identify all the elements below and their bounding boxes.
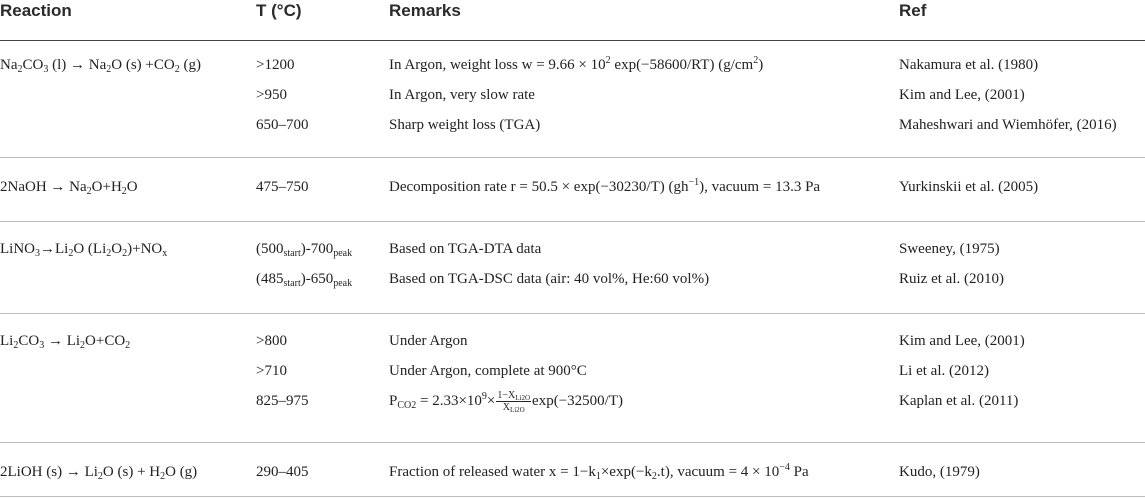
remarks-cell: Based on TGA-DSC data (air: 40 vol%, He:60 vol%) [389, 271, 710, 287]
remarks-cell: Under Argon, complete at 900°C [389, 363, 587, 379]
reaction-cell: 2NaOH → $Na_2O+H_2O$ [0, 179, 138, 197]
temperature-cell: $(500_{start})-700_{peak}$ [256, 241, 353, 259]
header-ref: Ref [899, 1, 927, 20]
temperature-cell: 475–750 [256, 179, 309, 195]
ref-cell: Nakamura et al. (1980) [899, 57, 1039, 73]
temperature-cell: 825–975 [256, 393, 309, 409]
row-divider [0, 313, 1145, 314]
pco2-equation: $P_{CO2} = 2.33\times 10^9\times$ $\frac{1-X_{Li2O}}{X_{Li2O}}$ exp(−32500/T) [389, 390, 623, 415]
reaction-cell: $Na_2CO_3$ $(l) \to Na_2O$ $(s) +CO_2$ (g) [0, 57, 201, 75]
ref-cell: Maheshwari and Wiemhöfer, (2016) [899, 117, 1117, 133]
remarks-cell: Sharp weight loss (TGA) [389, 117, 541, 133]
temperature-cell: 650–700 [256, 117, 309, 133]
row-divider [0, 221, 1145, 222]
ref-cell: Kim and Lee, (2001) [899, 87, 1025, 103]
temperature-cell: $(485_{start})-650_{peak}$ [256, 271, 353, 289]
header-temperature: T (°C) [256, 1, 302, 20]
header-reaction: Reaction [0, 1, 72, 20]
remarks-cell: Under Argon [389, 333, 468, 349]
fraction: $\frac{1-X_{Li2O}}{X_{Li2O}}$ [497, 390, 531, 415]
ref-cell: Kaplan et al. (2011) [899, 393, 1019, 409]
reaction-cell: 2LiOH $(s) \to Li_2O$ $(s) + H_2O$ (g) [0, 464, 198, 482]
ref-cell: Yurkinskii et al. (2005) [899, 179, 1039, 195]
reaction-cell: $Li_2CO_3 \to Li_2O+CO_2$ [0, 333, 131, 351]
row-divider [0, 157, 1145, 158]
ref-cell: Li et al. (2012) [899, 363, 989, 379]
remarks-cell: Decomposition rate r = 50.5 × exp(−30230/T) $(gh^{-1})$, vacuum = 13.3 Pa [389, 177, 821, 195]
temperature-cell: 290–405 [256, 464, 309, 480]
temperature-cell: >950 [256, 87, 287, 103]
remarks-cell: Fraction of released water $x = 1-k_1\times\exp(-k_2.t)$, vacuum = $4 \times 10^{-4}$ Pa [389, 462, 809, 482]
temperature-cell: >800 [256, 333, 287, 349]
temperature-cell: >1200 [256, 57, 295, 73]
temperature-cell: >710 [256, 363, 287, 379]
ref-cell: Ruiz et al. (2010) [899, 271, 1004, 287]
ref-cell: Kim and Lee, (2001) [899, 333, 1025, 349]
row-divider [0, 442, 1145, 443]
reaction-cell: $LiNO_3\to Li_2O$ $(Li_2O_2)+NO_x$ [0, 241, 168, 259]
remarks-cell: In Argon, very slow rate [389, 87, 535, 103]
ref-cell: Kudo, (1979) [899, 464, 980, 480]
header-remarks: Remarks [389, 1, 461, 20]
remarks-cell: In Argon, weight loss $w = 9.66 \times 10^2$ exp(−58600/RT) $(g/cm^2)$ [389, 55, 764, 73]
row-divider [0, 496, 1145, 497]
table-header [0, 0, 1145, 41]
remarks-cell: Based on TGA-DTA data [389, 241, 542, 257]
ref-cell: Sweeney, (1975) [899, 241, 1000, 257]
